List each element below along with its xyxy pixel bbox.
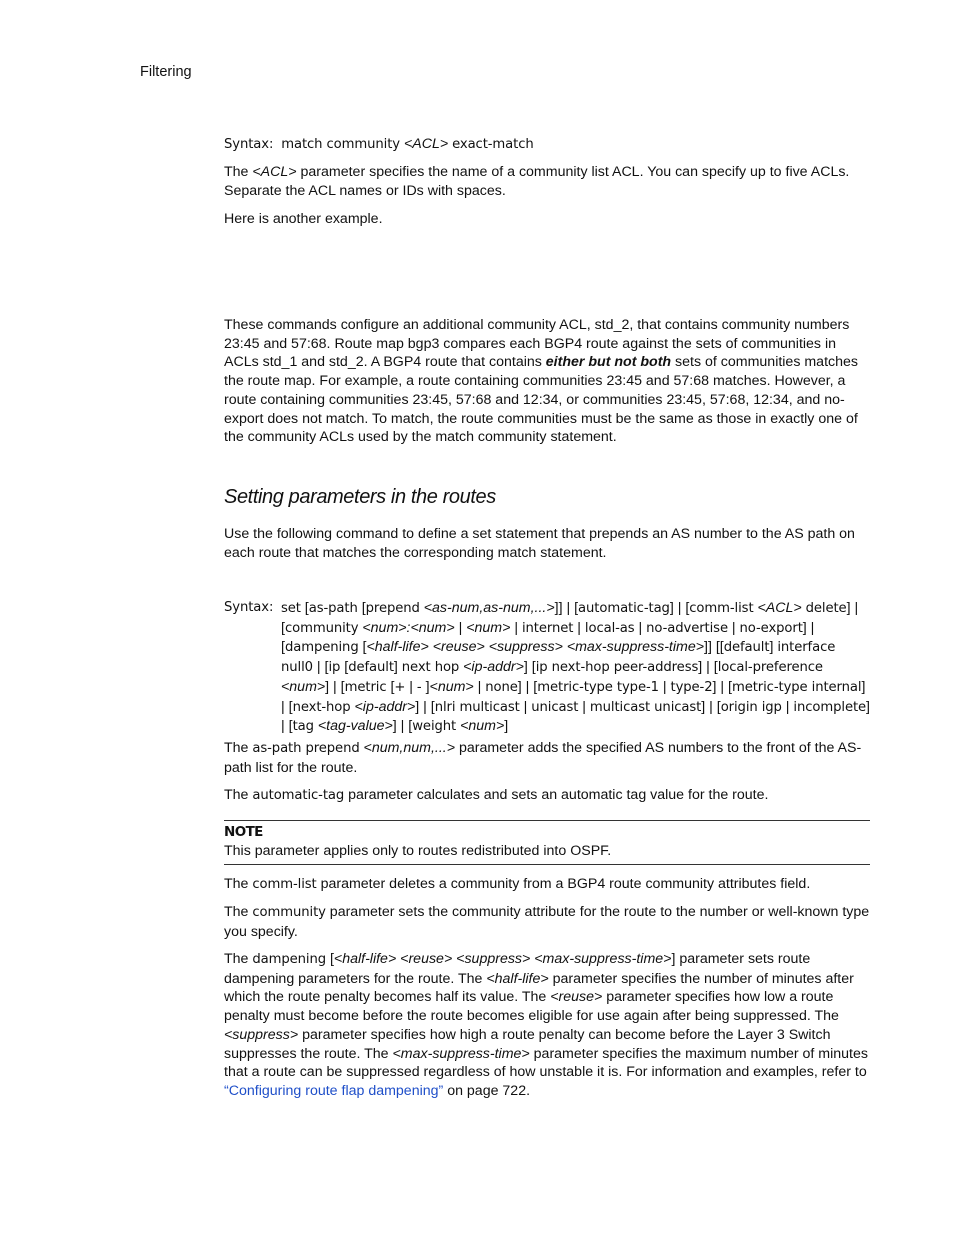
- sep: ] | [: [392, 718, 413, 735]
- sep: |: [519, 698, 532, 715]
- kw: ip next-hop peer-address: [535, 660, 699, 676]
- kw: delete: [805, 601, 847, 616]
- emphasis: either but not both: [545, 354, 672, 371]
- text-run: parameter specifies how high a route penalty can become before the Layer 3 Switch suppresses the route. The: [224, 1026, 831, 1062]
- syntax-set-body: [281, 599, 870, 737]
- sep: [: [358, 639, 367, 656]
- syntax-arg: <ACL>: [403, 136, 449, 152]
- arg: <num>: [466, 619, 511, 636]
- kw: nlri multicast: [434, 699, 520, 715]
- text-run: The: [224, 951, 253, 967]
- sep: |: [781, 698, 794, 715]
- param-arg: <half-life>: [486, 970, 549, 987]
- sep: |: [454, 619, 467, 636]
- sep: ] | [: [698, 659, 718, 676]
- kw: ip: [328, 660, 341, 676]
- kw: dampening: [284, 640, 359, 656]
- sep: ] | [: [281, 619, 815, 656]
- kw: interface null0: [281, 640, 836, 676]
- param-arg: <half-life> <reuse> <suppress> <max-suppress-time>: [333, 951, 672, 967]
- kw: unicast: [531, 699, 579, 715]
- text-run: The: [224, 904, 253, 920]
- sep: ] [: [523, 659, 536, 676]
- sep: |: [578, 698, 590, 715]
- sep: ] | [: [281, 698, 870, 735]
- text-run: parameter adds the specified AS numbers to the front of the AS-path list for the route.: [224, 740, 862, 776]
- set-intro-paragraph: Use the following command to define a set statement that prepends an AS number to the AS path on each route that matches the corresponding match statement.: [224, 526, 855, 561]
- syntax-match-community: [224, 135, 870, 155]
- note-box: [224, 823, 870, 860]
- text-run: parameter sets the community attribute for the route to the number or well-known type you specify.: [224, 904, 870, 940]
- route-flap-dampening-link[interactable]: “Configuring route flap dampening”: [224, 1082, 444, 1099]
- kw: none: [485, 679, 518, 695]
- kw: local-preference: [717, 660, 823, 676]
- keyword: as-path prepend: [252, 741, 360, 756]
- keyword: dampening: [252, 952, 327, 967]
- arg: <num>:<num>: [362, 619, 455, 636]
- kw: multicast unicast: [589, 699, 702, 715]
- arg: <ip-addr>: [463, 659, 524, 676]
- note-label: NOTE: [224, 824, 263, 840]
- sep: ] | [: [669, 600, 690, 616]
- kw: prepend: [365, 601, 420, 616]
- sep: |: [473, 678, 486, 695]
- syntax-label: Syntax:: [224, 137, 274, 152]
- arg: <num>: [429, 678, 474, 695]
- sep: ]] [[: [704, 639, 724, 656]
- text-run: parameter deletes a community from a BGP4 route community attributes field.: [316, 876, 811, 892]
- kw: default: [723, 640, 770, 656]
- text-run: parameter specifies the maximum number of minutes that a route can be suppressed regardless of how unstable it is. For information and examples, refer to: [224, 1045, 868, 1081]
- arg: <num>: [460, 718, 505, 735]
- kw: type-2: [670, 679, 713, 695]
- sep: [: [357, 600, 366, 616]
- kw: metric: [344, 679, 387, 695]
- sep: ] | [: [325, 678, 345, 695]
- as-path-paragraph: [224, 739, 870, 777]
- kw: incomplete: [793, 699, 867, 715]
- syntax-keyword: exact-match: [452, 137, 534, 152]
- acl-paragraph: [224, 163, 870, 200]
- text-run: parameter specifies how low a route penalty must become before the route becomes eligible for use again after being suppressed. The: [224, 989, 839, 1025]
- kw: metric-type type-1: [537, 679, 659, 695]
- keyword: community: [252, 905, 326, 920]
- sep: |: [510, 619, 522, 636]
- text-run: ] parameter sets route dampening parameters for the route. The: [224, 951, 811, 987]
- syntax-command: match community: [281, 137, 400, 152]
- sep: ]: [393, 659, 402, 676]
- note-bottom-rule: [224, 864, 870, 865]
- arg: <ip-addr>: [354, 698, 416, 715]
- text-run: parameter specifies the name of a community list ACL. You can specify up to five ACLs. Separate the ACL names or IDs with spaces.: [224, 164, 850, 199]
- text-run: The: [224, 787, 253, 803]
- kw: internet: [521, 620, 574, 636]
- sep: | - ]: [405, 678, 430, 695]
- text-run: The: [224, 164, 253, 180]
- sep: ] | [: [517, 678, 538, 695]
- param-arg: <suppress>: [224, 1026, 299, 1043]
- sep: | [: [312, 659, 329, 676]
- syntax-set: [224, 599, 870, 735]
- sep: ]: [769, 639, 778, 656]
- kw: automatic-tag: [578, 601, 670, 616]
- text-run: These commands configure an additional community ACL, std_2, that contains community numbers 23:45 and 57:68. Route map bgp3 compares each BGP4 route against the sets of communities in ACLs std_1 and std_2. A BGP4 route that contains: [224, 317, 850, 371]
- text-run: The: [224, 876, 253, 892]
- text-run: The: [224, 740, 253, 756]
- arg: <half-life> <reuse> <suppress> <max-suppress-time>: [366, 639, 705, 656]
- text-run: on page 722.: [443, 1082, 531, 1099]
- note-top-rule: [224, 820, 870, 821]
- sep: ]] | [: [554, 600, 579, 616]
- sep: |: [727, 619, 740, 636]
- automatic-tag-paragraph: [224, 786, 870, 806]
- kw: community: [284, 620, 359, 636]
- param-arg: <max-suppress-time>: [392, 1045, 530, 1062]
- arg: <num>: [281, 678, 326, 695]
- kw: local-as: [584, 620, 635, 636]
- text-run: parameter calculates and sets an automatic tag value for the route.: [344, 787, 769, 803]
- kw: origin igp: [720, 699, 782, 715]
- param-arg: <ACL>: [252, 164, 297, 180]
- keyword: automatic-tag: [252, 788, 345, 803]
- text-run: parameter specifies the number of minutes after which the route penalty becomes half its value. The: [224, 970, 854, 1006]
- sep: [: [386, 678, 395, 695]
- sep: ] | [: [281, 600, 859, 636]
- running-header: Filtering: [140, 64, 192, 80]
- sep: ] | [: [701, 698, 721, 715]
- comm-list-paragraph: [224, 875, 870, 895]
- sep: ]: [504, 718, 509, 735]
- dampening-paragraph: [224, 950, 870, 1101]
- param-arg: <reuse>: [550, 989, 603, 1006]
- kw: next hop: [401, 660, 460, 676]
- kw: weight: [412, 719, 457, 735]
- kw: tag: [292, 719, 314, 735]
- std2-paragraph: [224, 316, 870, 447]
- sep: [: [340, 659, 349, 676]
- text-run: sets of communities matches the route map. For example, a route containing communities 23:45 and 57:68 matches. However, a route containing communities 23:45, 57:68 and 12:34, or communities 23:45, 57:68, 12:34, and no-export does not match. To match, the route communities must be the same as those in exactly one of the community ACLs used by the match community statement.: [224, 354, 858, 446]
- syntax-label: Syntax:: [224, 600, 274, 615]
- param-arg: <num,num,...>: [359, 740, 456, 756]
- kw: no-export: [739, 620, 803, 636]
- kw: next-hop: [292, 699, 351, 715]
- arg: <ACL>: [757, 600, 802, 616]
- kw: metric-type internal: [731, 679, 862, 695]
- kw: as-path: [308, 601, 358, 616]
- note-text: This parameter applies only to routes redistributed into OSPF.: [224, 842, 612, 859]
- sep: |: [658, 678, 671, 695]
- arg: <tag-value>: [317, 718, 393, 735]
- example-intro: Here is another example.: [224, 211, 383, 227]
- arg: <as-num,as-num,...>: [423, 600, 555, 616]
- kw: default: [348, 660, 394, 676]
- sep: ] | [: [281, 678, 866, 715]
- community-paragraph: [224, 903, 870, 941]
- sep: |: [634, 619, 647, 636]
- sep: ] | [: [415, 698, 435, 715]
- kw: set: [281, 601, 301, 616]
- kw: +: [394, 679, 406, 695]
- section-heading: Setting parameters in the routes: [224, 486, 496, 508]
- kw: no-advertise: [646, 620, 728, 636]
- kw: comm-list: [689, 601, 754, 616]
- keyword: comm-list: [252, 877, 317, 892]
- sep: ] | [: [712, 678, 732, 695]
- sep: |: [573, 619, 585, 636]
- sep: [: [300, 600, 309, 616]
- text-run: [: [326, 951, 334, 967]
